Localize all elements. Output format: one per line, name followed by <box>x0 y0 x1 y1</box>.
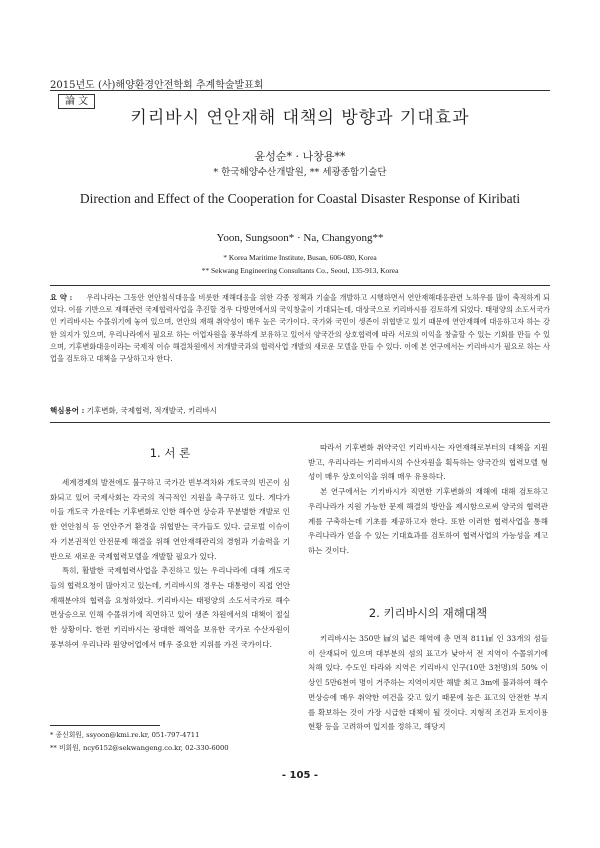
affiliation-english-1: * Korea Maritime Institute, Busan, 606-080, Korea <box>223 253 377 262</box>
abstract-top-rule <box>50 285 550 286</box>
section-2-title: 2. 키리바시의 재해대책 <box>368 606 488 620</box>
keywords <box>50 405 217 416</box>
footnote-2: ** 비회원, ncy6152@sekwangeng.co.kr, 02-330-6000 <box>50 744 229 752</box>
right-paragraph-2: 본 연구에서는 기키바시가 직면한 기후변화의 재해에 대해 검토하고 우리나라가 지원 가능한 문제 해결의 방안을 제시함으로써 양국의 협력관계를 구축하는데 기초를 제공하고자 한다. 또한 이러한 협력사업을 통해 우리나라가 얻을 수 있는 기대효과를 검토하여 협력사업의 가능성을 제고하는 것이다. <box>308 487 548 555</box>
abstract <box>50 292 550 365</box>
footnote-1: * 종신회원, ssyoon@kmi.re.kr, 051-797-4711 <box>50 731 200 739</box>
title-korean: 키리바시 연안재해 대책의 방향과 기대효과 <box>130 108 470 128</box>
footnote-rule <box>50 725 160 726</box>
affiliations-korean: * 한국해양수산개발원, ** 세광종합기술단 <box>213 167 387 178</box>
page-number: - 105 - <box>281 770 319 781</box>
affiliation-english-2: ** Sekwang Engineering Consultants Co., Seoul, 135-913, Korea <box>201 266 399 275</box>
keywords-label: 핵심용어 : <box>50 406 85 415</box>
authors-korean: 윤성순* · 나창용** <box>254 150 346 163</box>
intro-paragraph-1: 세계경제의 발전에도 불구하고 국가간 빈부격차와 개도국의 빈곤이 심화되고 있어 국제사회는 각국의 적극적인 지원을 촉구하고 있다. 게다가 이들 개도국 가운데는 기후변화로 인한 해수면 상승과 무분별한 개발로 인한 연안침식 등 연안주거 환경을 위협받는 국가들도 있다. 글로벌 이슈이자 기본권적인 안전문제 해결을 위해 연안재해관리의 경험과 기술력을 기반으로 새로운 국제협력모델을 개발할 필요가 있다. <box>50 478 290 561</box>
left-column <box>50 476 290 652</box>
section-1-title: 1. 서 론 <box>149 446 191 460</box>
right-paragraph-1: 따라서 기후변화 취약국인 키리바시는 자연재해로부터의 대책을 지원받고, 우리나라는 키리바시의 수산자원을 획득하는 양국간의 협력모델 형성이 매우 상호이익을 위해 매우 유용하다. <box>308 443 548 482</box>
section-2-body <box>308 632 548 735</box>
abstract-bottom-rule <box>50 422 550 423</box>
abstract-text: 우리나라는 그동안 연안침식대응을 비롯한 재해대응을 위한 각종 정책과 기술을 개발하고 시행하면서 연안재해대응관련 노하우를 많이 축적하게 되었다. 이를 기반으로 재해관련 국제협력사업을 추진할 경우 다방면에서의 국익창출이 기대되는데, 대상국으로 키리바시를 검토하게 되었다. 태평양의 소도서국가인 키리바시는 수몰위기에 놓여 있으며, 연안의 재해 취약성이 매우 높은 국가이다. 국가와 국민이 생존이 위협받고 있기 때문에 연안재해에 대응하고자 하는 강한 의지가 있으며, 우리나라에서 필요로 하는 어업자원을 풍부하게 보유하고 있어서 양국간의 상호협력에 따라 서로의 이익을 창출할 수 있는 기회를 만들 수 있으며, 기후변화대응이라는 국제적 이슈 해결차원에서 저개발국과의 협력사업 개발의 새로운 모델을 만들 수 있다. 이에 본 연구에서는 키리바시가 필요로 하는 사업을 검토하고 대책을 구상하고자 한다. <box>50 293 550 364</box>
abstract-label: 요 약 : <box>50 293 73 302</box>
header-rule <box>50 90 550 91</box>
keywords-text: 기후변화, 국제협력, 적개발국, 키리바시 <box>86 406 217 415</box>
title-english: Direction and Effect of the Cooperation for Coastal Disaster Response of Kiribati <box>79 191 521 206</box>
paper-type-badge: 論 文 <box>58 94 95 109</box>
sec2-paragraph-1: 키리바시는 350만 ㎢의 넓은 해역에 총 면적 811㎢ 인 33개의 섬들이 산재되어 있으며 대부분의 섬의 표고가 낮아서 전 지역이 수몰위기에 처해 있다. 수도인 타라와 지역은 키리바시 인구(10만 3천명)의 50% 이상인 5만6천여 명이 거주하는 지역이지만 해발 최고 3m에 불과하여 해수면상승에 매우 취약한 여건을 갖고 있기 때문에 높은 표고의 안전한 부지를 확보하는 것이 가장 시급한 대책이 될 것이다. 지형적 조건과 토지이용현황 등을 고려하여 입지를 정하고, 해당지 <box>308 634 548 732</box>
right-column <box>308 441 548 559</box>
authors-english: Yoon, Sungsoon* · Na, Changyong** <box>216 232 384 244</box>
intro-paragraph-2: 특히, 활발한 국제협력사업을 추진하고 있는 우리나라에 대해 개도국들의 협력요청이 많아지고 있는데, 키리바시의 경우는 대통령이 직접 연안재해분야의 협력을 요청하였다. 키리바시는 태평양의 소도서국가로 해수면상승으로 인해 수몰위기에 직면하고 있어 생존 차원에서의 대책이 절실한 상황이다. 한편 키리바시는 광대한 해역을 보유한 국가로 수산자원이 풍부하여 우리나라 원양어업에서 매우 중요한 지위를 가진 국가이다. <box>50 566 290 649</box>
conference-name: 2015년도 (사)해양환경안전학회 추계학술발표회 <box>50 80 264 91</box>
